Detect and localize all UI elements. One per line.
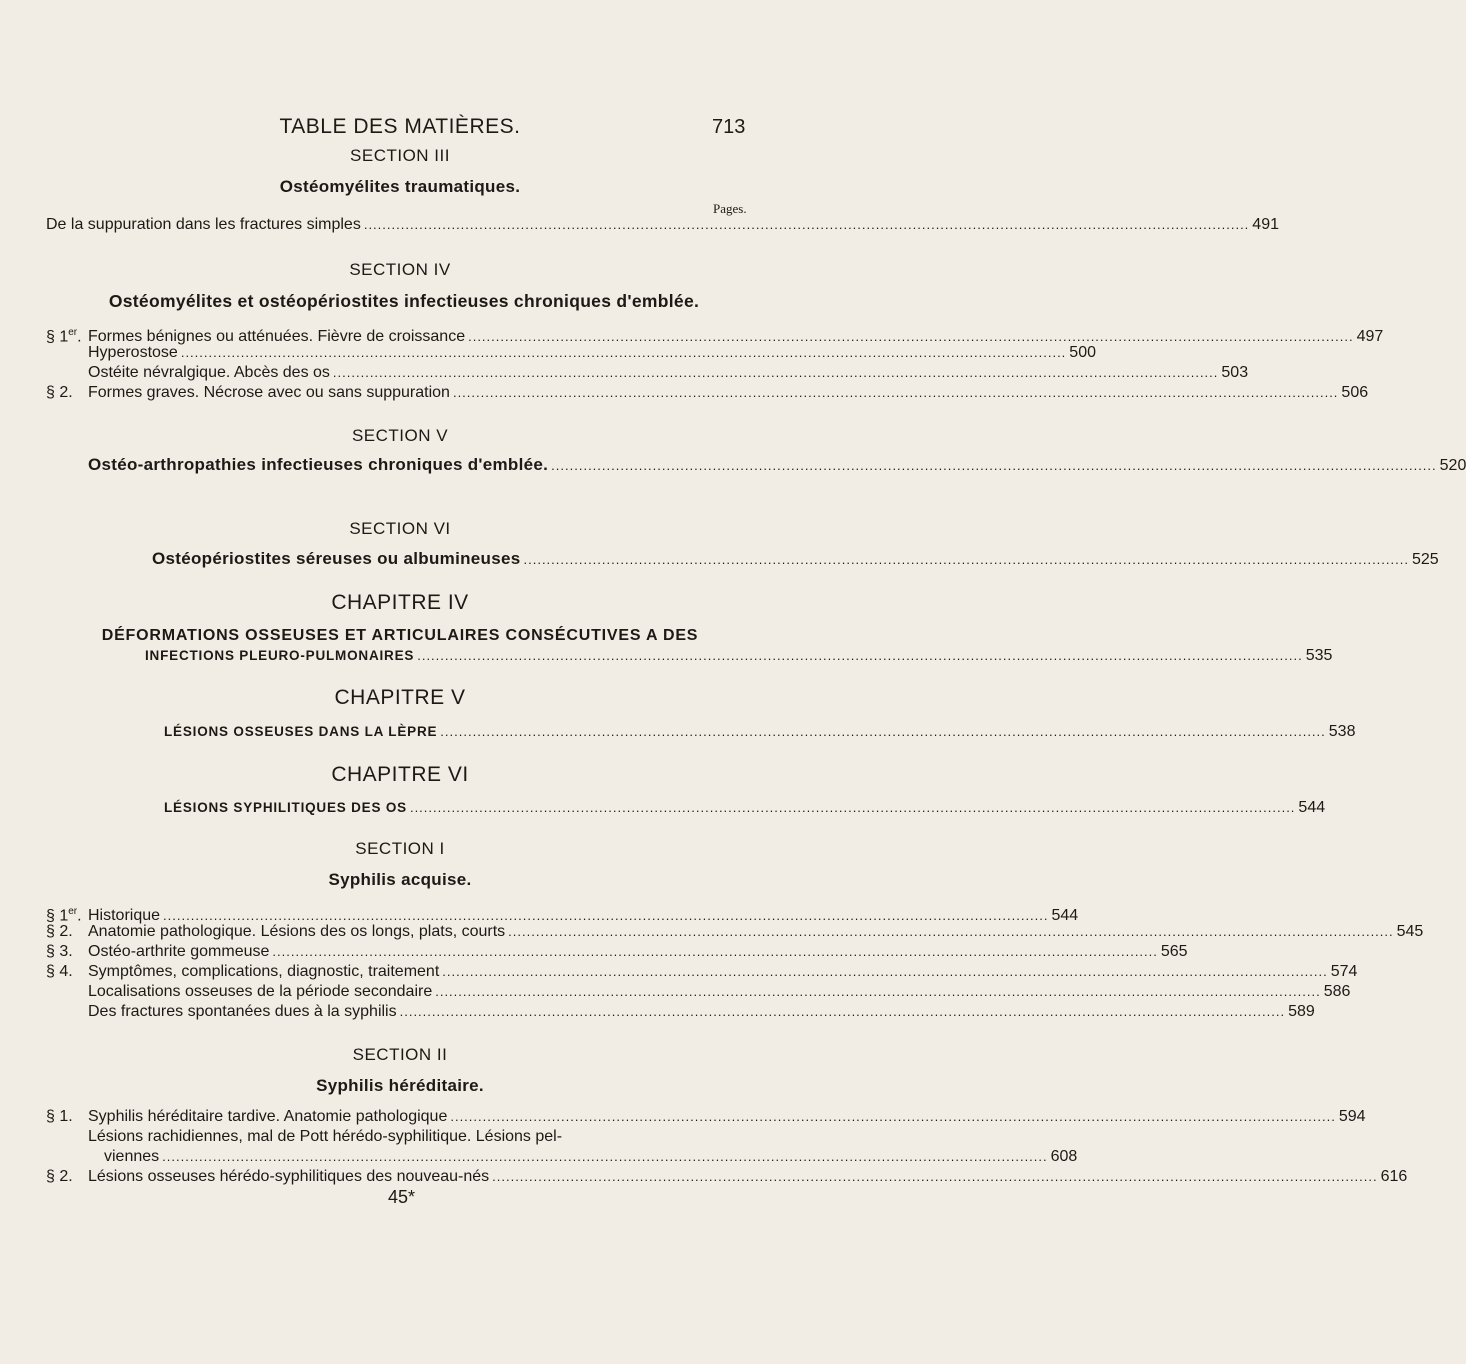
page-number: 713 xyxy=(712,116,746,138)
toc-entry[interactable] xyxy=(104,1147,1078,1167)
chapter-heading: CHAPITRE V xyxy=(334,686,466,709)
toc-entry-label: Ostéo-arthropathies infectieuses chroniques d'emblée. xyxy=(88,455,549,474)
leader-dots xyxy=(508,922,1393,942)
section-subtitle: Ostéomyélites traumatiques. xyxy=(279,177,521,196)
toc-entry-page: 544 xyxy=(1051,907,1079,925)
section-subtitle: Ostéomyélites et ostéopériostites infectieuses chroniques d'emblée. xyxy=(108,291,700,311)
section-heading: SECTION I xyxy=(355,839,445,858)
toc-entry[interactable] xyxy=(46,383,1369,403)
toc-entry-page: 525 xyxy=(1411,551,1439,568)
toc-entry[interactable] xyxy=(88,455,1466,476)
toc-entry-label: Historique xyxy=(88,907,161,925)
toc-entry-label: Ostéo-arthrite gommeuse xyxy=(88,943,270,960)
section-heading: SECTION II xyxy=(352,1045,448,1064)
leader-dots xyxy=(450,1107,1335,1127)
section-heading: SECTION III xyxy=(350,146,450,165)
toc-entry[interactable] xyxy=(145,646,1333,666)
section-mark: § 2. xyxy=(46,384,73,401)
signature-mark: 45* xyxy=(388,1187,416,1207)
section-mark: § 1er. xyxy=(46,906,82,925)
toc-entry-page: 594 xyxy=(1338,1108,1366,1125)
section-subtitle: Syphilis héréditaire. xyxy=(316,1076,484,1095)
section-mark: § 2. xyxy=(46,1168,73,1185)
toc-entry[interactable] xyxy=(164,722,1356,742)
toc-entry[interactable] xyxy=(46,922,1424,942)
toc-entry-page: 565 xyxy=(1160,943,1188,960)
toc-entry[interactable] xyxy=(88,343,1096,363)
toc-entry[interactable] xyxy=(46,942,1188,962)
toc-entry[interactable] xyxy=(152,549,1439,570)
leader-dots xyxy=(181,343,1066,363)
toc-entry-page: 574 xyxy=(1330,963,1358,980)
toc-entry-label: Lésions osseuses hérédo-syphilitiques des nouveau-nés xyxy=(88,1168,490,1185)
toc-entry[interactable] xyxy=(88,363,1249,383)
toc-entry-label: Formes bénignes ou atténuées. Fièvre de croissance xyxy=(88,328,466,346)
toc-entry-label: LÉSIONS OSSEUSES DANS LA LÈPRE xyxy=(164,724,438,739)
toc-entry-page: 506 xyxy=(1341,384,1369,401)
section-subtitle: Syphilis acquise. xyxy=(328,870,472,889)
toc-entry-label: Hyperostose xyxy=(88,344,178,361)
toc-entry-label: LÉSIONS SYPHILITIQUES DES OS xyxy=(164,800,407,815)
toc-entry-page: 535 xyxy=(1305,647,1333,664)
toc-entry-label: Lésions rachidiennes, mal de Pott hérédo-syphilitique. Lésions pel- xyxy=(88,1128,563,1145)
section-heading: SECTION VI xyxy=(349,519,451,538)
toc-entry-page: 616 xyxy=(1380,1168,1408,1185)
leader-dots xyxy=(442,962,1327,982)
toc-entry-page: 497 xyxy=(1356,328,1384,346)
toc-entry[interactable] xyxy=(46,1107,1366,1127)
toc-entry[interactable] xyxy=(46,962,1358,982)
toc-entry[interactable] xyxy=(46,1167,1408,1187)
toc-entry-page: 491 xyxy=(1252,216,1279,233)
toc-entry-label: Localisations osseuses de la période secondaire xyxy=(88,983,433,1000)
toc-entry[interactable] xyxy=(88,982,1351,1002)
toc-entry-label: De la suppuration dans les fractures simples xyxy=(46,216,361,233)
leader-dots xyxy=(551,456,1436,476)
leader-dots xyxy=(272,942,1157,962)
toc-entry-label: Ostéite névralgique. Abcès des os xyxy=(88,364,330,381)
toc-entry-page: 589 xyxy=(1288,1003,1315,1020)
section-heading: SECTION IV xyxy=(349,260,451,279)
chapter-title-line: DÉFORMATIONS OSSEUSES ET ARTICULAIRES CONSÉCUTIVES A DES xyxy=(101,627,699,644)
toc-entry[interactable] xyxy=(88,1002,1315,1022)
toc-entry-label: Anatomie pathologique. Lésions des os longs, plats, courts xyxy=(88,923,506,940)
pages-column-label: Pages. xyxy=(713,201,747,216)
toc-entry-page: 538 xyxy=(1328,723,1356,740)
leader-dots xyxy=(417,646,1302,666)
leader-dots xyxy=(400,1002,1285,1022)
section-mark: § 4. xyxy=(46,963,73,980)
toc-entry-page: 520 xyxy=(1439,457,1466,474)
chapter-heading: CHAPITRE VI xyxy=(331,763,469,786)
toc-entry-label: Symptômes, complications, diagnostic, traitement xyxy=(88,963,440,980)
toc-entry-label: Syphilis héréditaire tardive. Anatomie pathologique xyxy=(88,1108,448,1125)
section-mark: § 3. xyxy=(46,943,73,960)
leader-dots xyxy=(453,383,1338,403)
toc-entry-label: Ostéopériostites séreuses ou albumineuses xyxy=(152,549,521,568)
toc-entry-page: 608 xyxy=(1050,1148,1078,1165)
leader-dots xyxy=(410,798,1295,818)
toc-entry-label: Formes graves. Nécrose avec ou sans suppuration xyxy=(88,384,450,401)
toc-entry-page: 545 xyxy=(1396,923,1424,940)
toc-entry-page: 544 xyxy=(1298,799,1326,816)
leader-dots xyxy=(162,1147,1047,1167)
leader-dots xyxy=(435,982,1320,1002)
chapter-heading: CHAPITRE IV xyxy=(331,591,469,614)
leader-dots xyxy=(492,1167,1377,1187)
leader-dots xyxy=(440,722,1325,742)
running-header-title: TABLE DES MATIÈRES. xyxy=(279,115,521,138)
section-mark: § 2. xyxy=(46,923,73,940)
section-heading: SECTION V xyxy=(351,426,449,445)
toc-entry-label: viennes xyxy=(104,1148,160,1165)
leader-dots xyxy=(333,363,1218,383)
toc-entry[interactable] xyxy=(164,798,1326,818)
toc-entry-page: 586 xyxy=(1323,983,1351,1000)
toc-entry-label: INFECTIONS PLEURO-PULMONAIRES xyxy=(145,648,415,663)
section-mark: § 1. xyxy=(46,1108,73,1125)
leader-dots xyxy=(364,215,1249,235)
toc-entry[interactable] xyxy=(46,215,1279,235)
toc-entry-page: 503 xyxy=(1221,364,1249,381)
section-mark: § 1er. xyxy=(46,327,82,346)
toc-entry-label: Des fractures spontanées dues à la syphilis xyxy=(88,1003,397,1020)
leader-dots xyxy=(524,550,1409,570)
toc-entry-page: 500 xyxy=(1069,344,1096,361)
